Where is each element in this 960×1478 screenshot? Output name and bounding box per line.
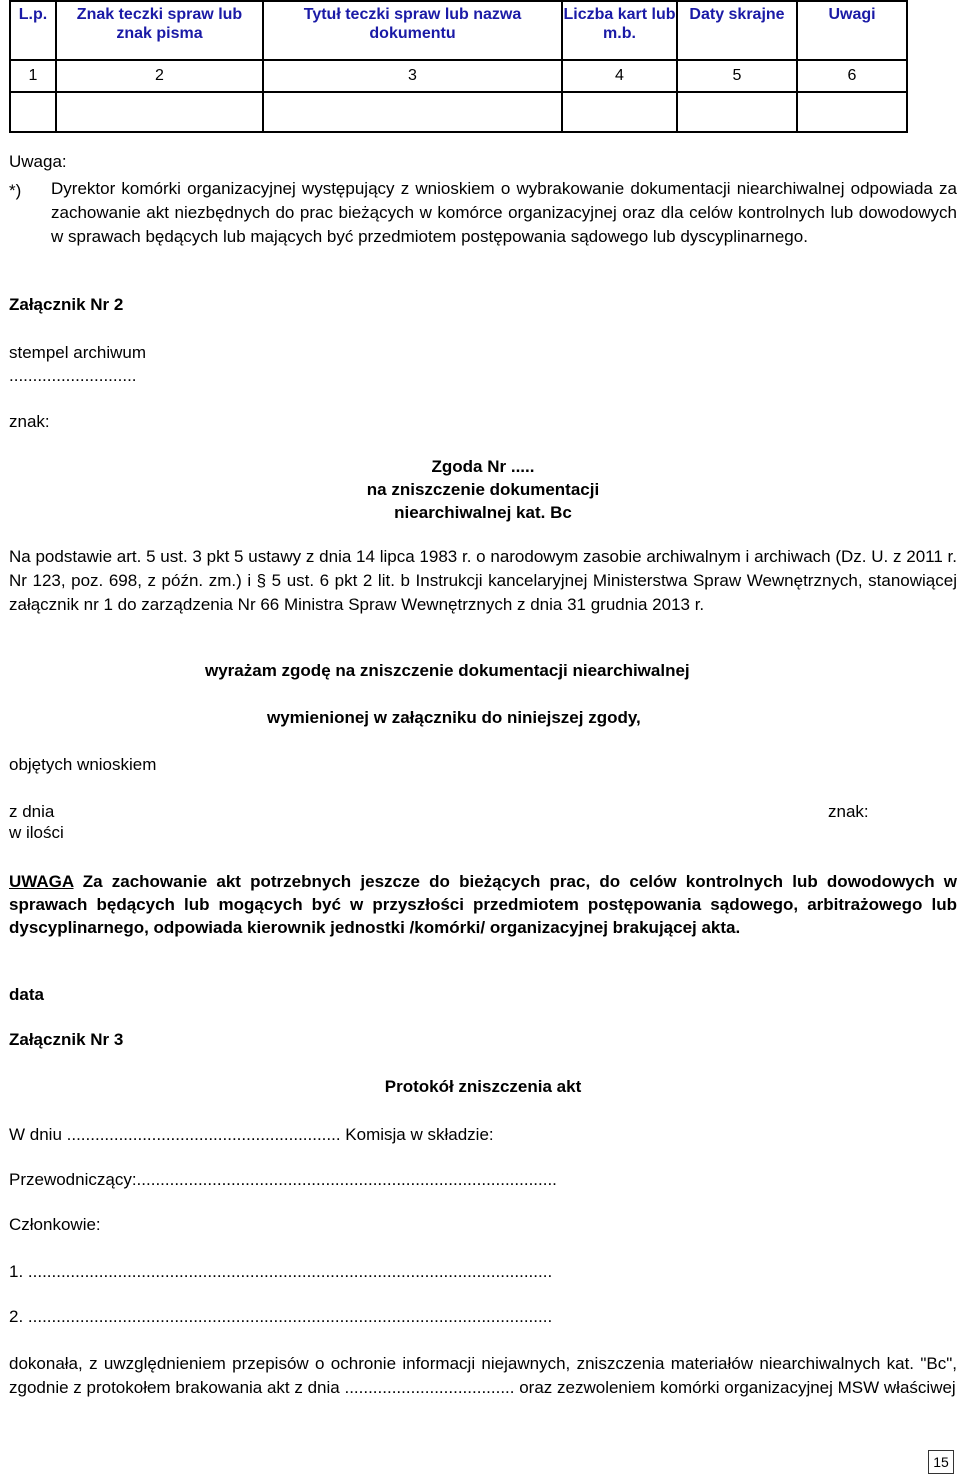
register-table	[9, 0, 908, 133]
chair-line: Przewodniczący:.........................................................................................	[9, 1170, 557, 1189]
col-number: 4	[562, 60, 677, 92]
col-number: 1	[10, 60, 56, 92]
col-number: 6	[797, 60, 907, 92]
header-count: Liczba kart lub m.b.	[562, 1, 677, 60]
znak-label-2: znak:	[828, 802, 869, 821]
day-line: W dniu .......................................................... Komisja w składzie:	[9, 1125, 494, 1144]
closing-paragraph: dokonała, z uwzględnieniem przepisów o ochronie informacji niejawnych, zniszczenia materiałów niearchiwalnych kat. "Bc", zgodnie z protokołem brakowania akt z dnia .................................... oraz zezwoleniem komórki organizacyjnej MSW właściwej	[9, 1354, 957, 1397]
member-1-line: 1. ...............................................................................................................	[9, 1262, 553, 1281]
quantity-label: w ilości	[9, 823, 64, 842]
stamp-label: stempel archiwum	[9, 343, 146, 362]
protocol-title: Protokół zniszczenia akt	[384, 1077, 582, 1096]
note-marker: *)	[9, 181, 22, 200]
members-label: Członkowie:	[9, 1215, 101, 1234]
header-notes: Uwagi	[797, 1, 907, 60]
annex2-title: Załącznik Nr 2	[9, 295, 124, 314]
date-label: z dnia	[9, 802, 55, 821]
consent-category: niearchiwalnej kat. Bc	[394, 503, 572, 522]
col-number: 2	[56, 60, 263, 92]
col-number: 3	[263, 60, 562, 92]
consent-number: Zgoda Nr .....	[431, 457, 535, 476]
consent-subject: na zniszczenie dokumentacji	[366, 480, 600, 499]
table-header-row	[10, 1, 907, 60]
page-number: 15	[928, 1450, 954, 1474]
header-dates: Daty skrajne	[677, 1, 797, 60]
member-2-line: 2. ...............................................................................................................	[9, 1307, 553, 1326]
header-title: Tytuł teczki spraw lub nazwa dokumentu	[263, 1, 562, 60]
warning-paragraph	[9, 870, 957, 939]
annex3-title: Załącznik Nr 3	[9, 1030, 124, 1049]
header-lp: L.p.	[10, 1, 56, 60]
table-row	[10, 92, 907, 132]
consent-statement: wyrażam zgodę na zniszczenie dokumentacji niearchiwalnej	[205, 661, 690, 680]
covered-label: objętych wnioskiem	[9, 755, 157, 774]
consent-statement-cont: wymienionej w załączniku do niniejszej zgody,	[267, 708, 641, 727]
header-sign: Znak teczki spraw lub znak pisma	[56, 1, 263, 60]
znak-label: znak:	[9, 412, 50, 431]
warning-text: Za zachowanie akt potrzebnych jeszcze do bieżących prac, do celów kontrolnych lub dowodowych w sprawach będących lub mogących być w przyszłości przedmiotem postępowania sądowego, arbitrażowego lub dyscyplinarnego, odpowiada kierownik jednostki /komórki/ organizacyjnej brakującej akta.	[9, 872, 957, 937]
warning-word: UWAGA	[9, 872, 74, 891]
note-text: Dyrektor komórki organizacyjnej występujący z wnioskiem o wybrakowanie dokumentacji niearchiwalnej odpowiada za zachowanie akt niezbędnych do prac bieżących w komórce organizacyjnej oraz dla celów kontrolnych lub dowodowych w sprawach będących lub mających być przedmiotem postępowania sądowego lub dyscyplinarnego.	[51, 179, 957, 246]
legal-basis: Na podstawie art. 5 ust. 3 pkt 5 ustawy z dnia 14 lipca 1983 r. o narodowym zasobie archiwalnym i archiwach (Dz. U. z 2011 r. Nr 123, poz. 698, z późn. zm.) i § 5 ust. 6 pkt 2 lit. b Instrukcji kancelaryjnej Ministerstwa Spraw Wewnętrznych, stanowiącej załącznik nr 1 do zarządzenia Nr 66 Ministra Spraw Wewnętrznych z dnia 31 grudnia 2013 r.	[9, 547, 957, 614]
stamp-dots: ...........................	[9, 366, 137, 385]
data-label: data	[9, 985, 44, 1004]
table-number-row	[10, 60, 907, 92]
col-number: 5	[677, 60, 797, 92]
note-heading: Uwaga:	[9, 152, 67, 171]
